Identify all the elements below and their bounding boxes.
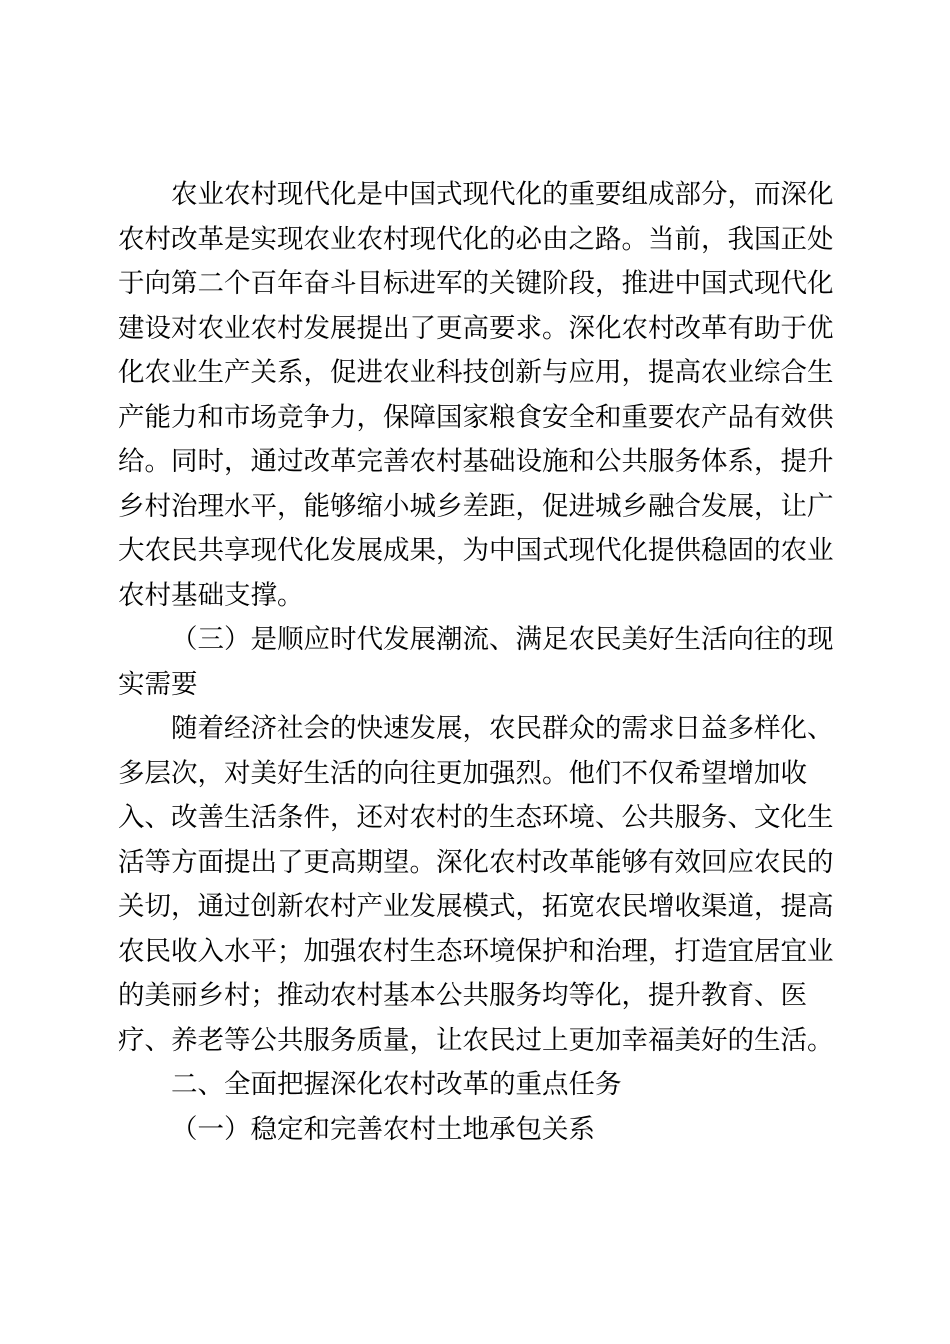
text-line-paragraph-start: 农业农村现代化是中国式现代化的重要组成部分，而深化 — [171, 179, 834, 209]
text-line: 关切，通过创新农村产业发展模式，拓宽农民增收渠道，提高 — [118, 891, 834, 921]
text-line: 入、改善生活条件，还对农村的生态环境、公共服务、文化生 — [118, 802, 834, 832]
document-text-block — [118, 172, 834, 1151]
text-line: 建设对农业农村发展提出了更高要求。深化农村改革有助于优 — [118, 312, 834, 343]
text-line: 的美丽乡村；推动农村基本公共服务均等化，提升教育、医 — [118, 980, 807, 1010]
section-heading-line: 实需要 — [118, 668, 198, 699]
section-heading-line: （三）是顺应时代发展潮流、满足农民美好生活向往的现 — [171, 624, 834, 654]
text-line: 农村改革是实现农业农村现代化的必由之路。当前，我国正处 — [118, 223, 834, 254]
text-line: 于向第二个百年奋斗目标进军的关键阶段，推进中国式现代化 — [118, 268, 834, 298]
text-line-paragraph-start: 随着经济社会的快速发展，农民群众的需求日益多样化、 — [171, 713, 834, 743]
section-heading-line: （一）稳定和完善农村土地承包关系 — [171, 1113, 595, 1144]
text-line: 大农民共享现代化发展成果，为中国式现代化提供稳固的农业 — [118, 535, 834, 565]
text-line: 给。同时，通过改革完善农村基础设施和公共服务体系，提升 — [118, 446, 834, 476]
chapter-heading-line: 二、全面把握深化农村改革的重点任务 — [171, 1069, 622, 1099]
text-line: 多层次，对美好生活的向往更加强烈。他们不仅希望增加收 — [118, 757, 807, 788]
text-line: 化农业生产关系，促进农业科技创新与应用，提高农业综合生 — [118, 357, 834, 387]
text-line: 乡村治理水平，能够缩小城乡差距，促进城乡融合发展，让广 — [118, 490, 834, 521]
text-line: 活等方面提出了更高期望。深化农村改革能够有效回应农民的 — [118, 846, 834, 877]
text-line: 农民收入水平；加强农村生态环境保护和治理，打造宜居宜业 — [118, 935, 834, 966]
text-line-paragraph-end: 农村基础支撑。 — [118, 579, 304, 610]
text-line: 产能力和市场竞争力，保障国家粮食安全和重要农产品有效供 — [118, 401, 834, 432]
text-line-paragraph-end: 疗、养老等公共服务质量，让农民过上更加幸福美好的生活。 — [118, 1024, 834, 1055]
